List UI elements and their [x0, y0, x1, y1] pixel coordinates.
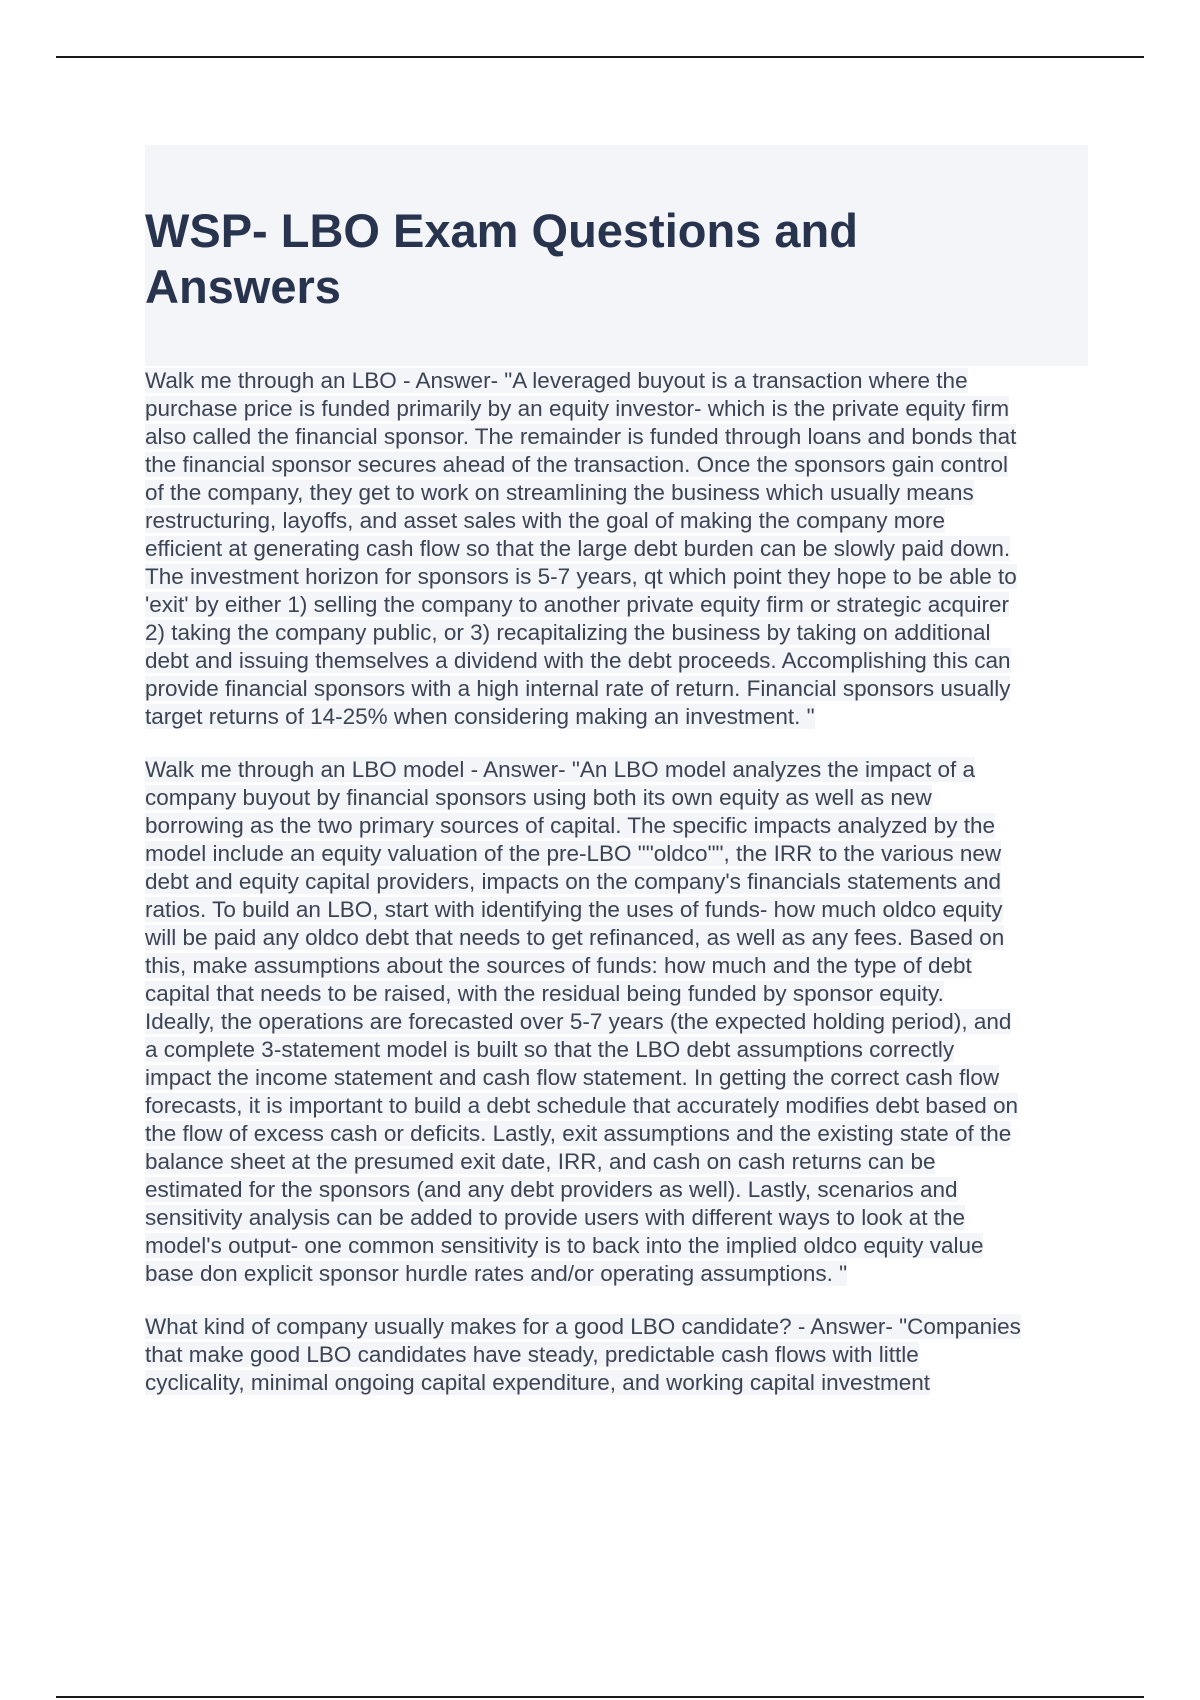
text-line	[145, 1064, 1100, 1092]
top-rule	[56, 56, 1144, 58]
text-line-content: debt and equity capital providers, impacts on the company's financials statements and	[145, 869, 1002, 894]
text-line-content: base don explicit sponsor hurdle rates and/or operating assumptions. "	[145, 1261, 848, 1286]
text-line-content: purchase price is funded primarily by an equity investor- which is the private equity firm	[145, 396, 1010, 421]
text-line-content: also called the financial sponsor. The remainder is funded through loans and bonds that	[145, 424, 1017, 449]
text-line-content: 2) taking the company public, or 3) recapitalizing the business by taking on additional	[145, 620, 991, 645]
text-line-content: this, make assumptions about the sources of funds: how much and the type of debt	[145, 953, 972, 978]
text-line	[145, 647, 1100, 675]
title-block	[145, 145, 1088, 366]
text-line-content: cyclicality, minimal ongoing capital expenditure, and working capital investment	[145, 1370, 930, 1395]
text-line-content: that make good LBO candidates have steady, predictable cash flows with little	[145, 1342, 919, 1367]
text-line	[145, 619, 1100, 647]
text-line	[145, 1176, 1100, 1204]
text-line-content: restructuring, layoffs, and asset sales with the goal of making the company more	[145, 508, 945, 533]
text-line	[145, 1260, 1100, 1288]
text-line	[145, 1369, 1100, 1397]
title-line: WSP- LBO Exam Questions and	[145, 204, 858, 257]
text-line-content: company buyout by financial sponsors using both its own equity as well as new	[145, 785, 932, 810]
title-line: Answers	[145, 260, 341, 313]
text-line	[145, 812, 1100, 840]
text-line-content: debt and issuing themselves a dividend with the debt proceeds. Accomplishing this can	[145, 648, 1011, 673]
text-line	[145, 395, 1100, 423]
text-line	[145, 1008, 1100, 1036]
text-line-content: 'exit' by either 1) selling the company to another private equity firm or strategic acquirer	[145, 592, 1009, 617]
text-line-content: Ideally, the operations are forecasted over 5-7 years (the expected holding period), and	[145, 1009, 1012, 1034]
text-line	[145, 1232, 1100, 1260]
text-line-content: model's output- one common sensitivity is to back into the implied oldco equity value	[145, 1233, 984, 1258]
text-line	[145, 507, 1100, 535]
text-line-content: efficient at generating cash flow so that the large debt burden can be slowly paid down.	[145, 536, 1011, 561]
text-line-content: estimated for the sponsors (and any debt providers as well). Lastly, scenarios and	[145, 1177, 958, 1202]
text-line-content: forecasts, it is important to build a debt schedule that accurately modifies debt based on	[145, 1093, 1018, 1118]
text-line-content: balance sheet at the presumed exit date, IRR, and cash on cash returns can be	[145, 1149, 936, 1174]
text-line-content: Walk me through an LBO - Answer- "A leveraged buyout is a transaction where the	[145, 368, 968, 393]
text-line	[145, 535, 1100, 563]
text-line	[145, 896, 1100, 924]
text-line-content: capital that needs to be raised, with the residual being funded by sponsor equity.	[145, 981, 944, 1006]
text-line	[145, 1120, 1100, 1148]
text-line	[145, 591, 1100, 619]
text-line-content: a complete 3-statement model is built so that the LBO debt assumptions correctly	[145, 1037, 955, 1062]
qa-paragraph-3	[145, 1313, 1100, 1397]
text-line-content: of the company, they get to work on streamlining the business which usually means	[145, 480, 974, 505]
text-line	[145, 1036, 1100, 1064]
document-body	[145, 367, 1100, 1422]
text-line-content: What kind of company usually makes for a good LBO candidate? - Answer- "Companies	[145, 1314, 1021, 1339]
text-line	[145, 784, 1100, 812]
text-line	[145, 1148, 1100, 1176]
text-line-content: will be paid any oldco debt that needs to get refinanced, as well as any fees. Based on	[145, 925, 1005, 950]
text-line-content: borrowing as the two primary sources of capital. The specific impacts analyzed by the	[145, 813, 995, 838]
text-line	[145, 479, 1100, 507]
qa-paragraph-1	[145, 367, 1100, 731]
text-line-content: target returns of 14-25% when considering making an investment. "	[145, 704, 815, 729]
text-line-content: The investment horizon for sponsors is 5-7 years, qt which point they hope to be able to	[145, 564, 1017, 589]
text-line-content: sensitivity analysis can be added to provide users with different ways to look at the	[145, 1205, 966, 1230]
text-line-content: provide financial sponsors with a high internal rate of return. Financial sponsors usually	[145, 676, 1011, 701]
text-line	[145, 675, 1100, 703]
text-line	[145, 423, 1100, 451]
text-line	[145, 952, 1100, 980]
text-line	[145, 451, 1100, 479]
text-line-content: Walk me through an LBO model - Answer- "An LBO model analyzes the impact of a	[145, 757, 976, 782]
text-line-content: the financial sponsor secures ahead of the transaction. Once the sponsors gain control	[145, 452, 1009, 477]
text-line	[145, 868, 1100, 896]
text-line-content: ratios. To build an LBO, start with identifying the uses of funds- how much oldco equity	[145, 897, 1003, 922]
text-line	[145, 924, 1100, 952]
text-line-content: model include an equity valuation of the pre-LBO ""oldco"", the IRR to the various new	[145, 841, 1002, 866]
text-line-content: impact the income statement and cash flow statement. In getting the correct cash flow	[145, 1065, 1000, 1090]
text-line	[145, 1204, 1100, 1232]
text-line	[145, 756, 1100, 784]
text-line	[145, 1313, 1100, 1341]
text-line	[145, 563, 1100, 591]
text-line	[145, 1341, 1100, 1369]
text-line	[145, 703, 1100, 731]
text-line	[145, 840, 1100, 868]
text-line	[145, 980, 1100, 1008]
text-line	[145, 1092, 1100, 1120]
qa-paragraph-2	[145, 756, 1100, 1288]
document-title	[145, 203, 1045, 315]
bottom-rule	[56, 1696, 1144, 1698]
text-line	[145, 367, 1100, 395]
text-line-content: the flow of excess cash or deficits. Lastly, exit assumptions and the existing state of the	[145, 1121, 1012, 1146]
